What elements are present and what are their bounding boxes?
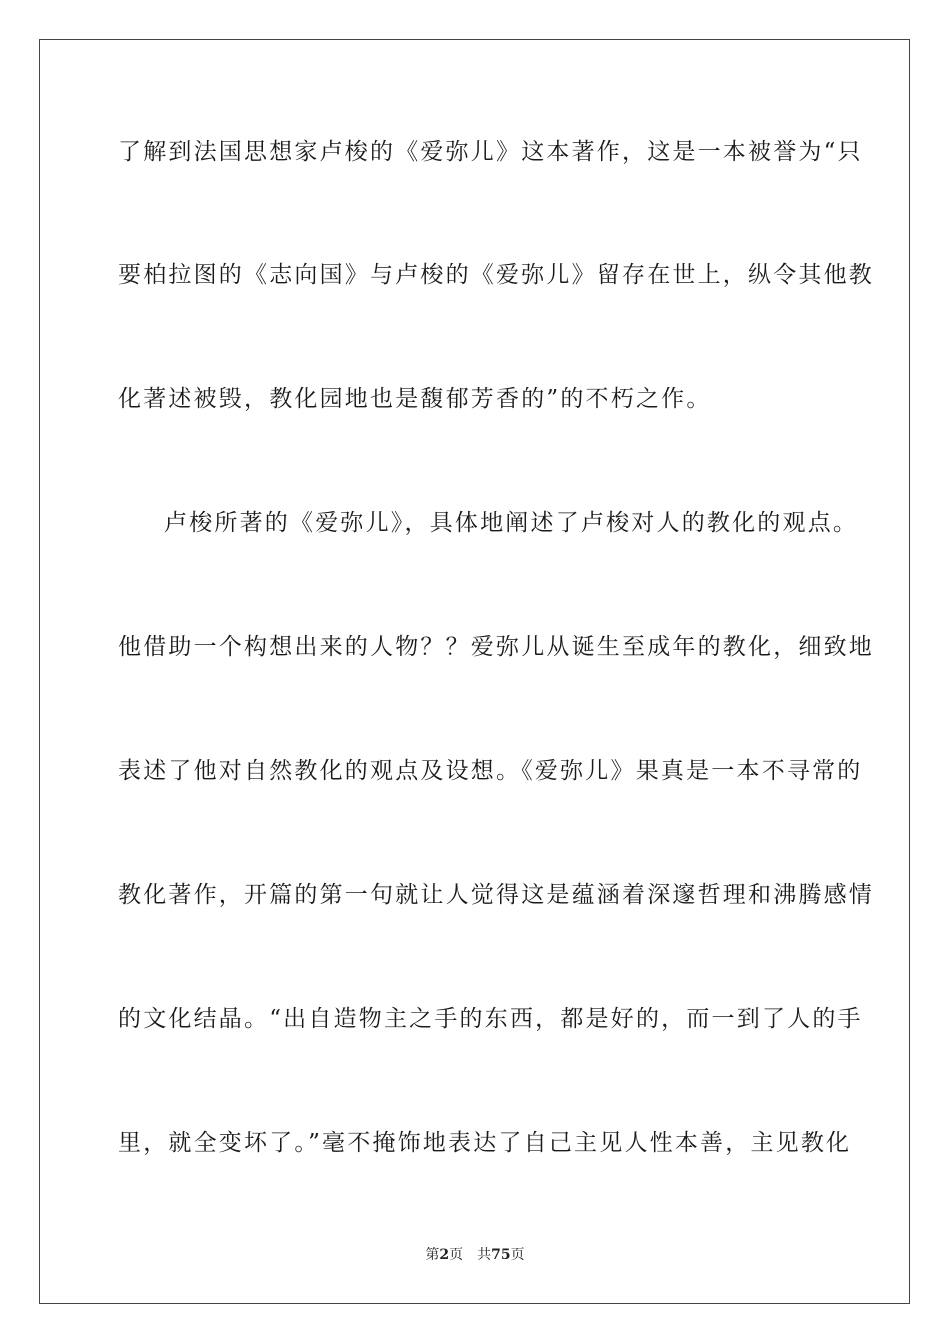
text-line: 化著述被毁，教化园地也是馥郁芳香的”的不朽之作。	[118, 386, 712, 412]
total-pages: 75	[491, 1247, 511, 1263]
page-prefix: 第	[425, 1247, 440, 1263]
paragraph-first-line: 卢梭所著的《爱弥儿》，具体地阐述了卢梭对人的教化的观点。	[164, 510, 859, 536]
page-suffix: 页	[449, 1247, 464, 1263]
total-prefix: 共	[477, 1247, 492, 1263]
text-line: 里，就全变坏了。”毫不掩饰地表达了自己主见人性本善，主见教化	[118, 1130, 852, 1156]
total-suffix: 页	[510, 1247, 525, 1263]
page-footer	[0, 1246, 950, 1264]
text-line: 教化著作，开篇的第一句就让人觉得这是蕴涵着深邃哲理和沸腾感情	[118, 882, 874, 908]
page-number: 2	[439, 1247, 450, 1263]
text-line: 的文化结晶。“出自造物主之手的东西，都是好的，而一到了人的手	[118, 1006, 863, 1032]
text-line: 了解到法国思想家卢梭的《爱弥儿》这本著作，这是一本被誉为“只	[118, 139, 863, 165]
text-line: 要柏拉图的《志向国》与卢梭的《爱弥儿》留存在世上，纵令其他教	[118, 262, 874, 288]
page-border	[39, 39, 910, 1304]
text-line: 表述了他对自然教化的观点及设想。《爱弥儿》果真是一本不寻常的	[118, 758, 863, 784]
text-line: 他借助一个构想出来的人物？？爱弥儿从诞生至成年的教化，细致地	[118, 634, 874, 660]
